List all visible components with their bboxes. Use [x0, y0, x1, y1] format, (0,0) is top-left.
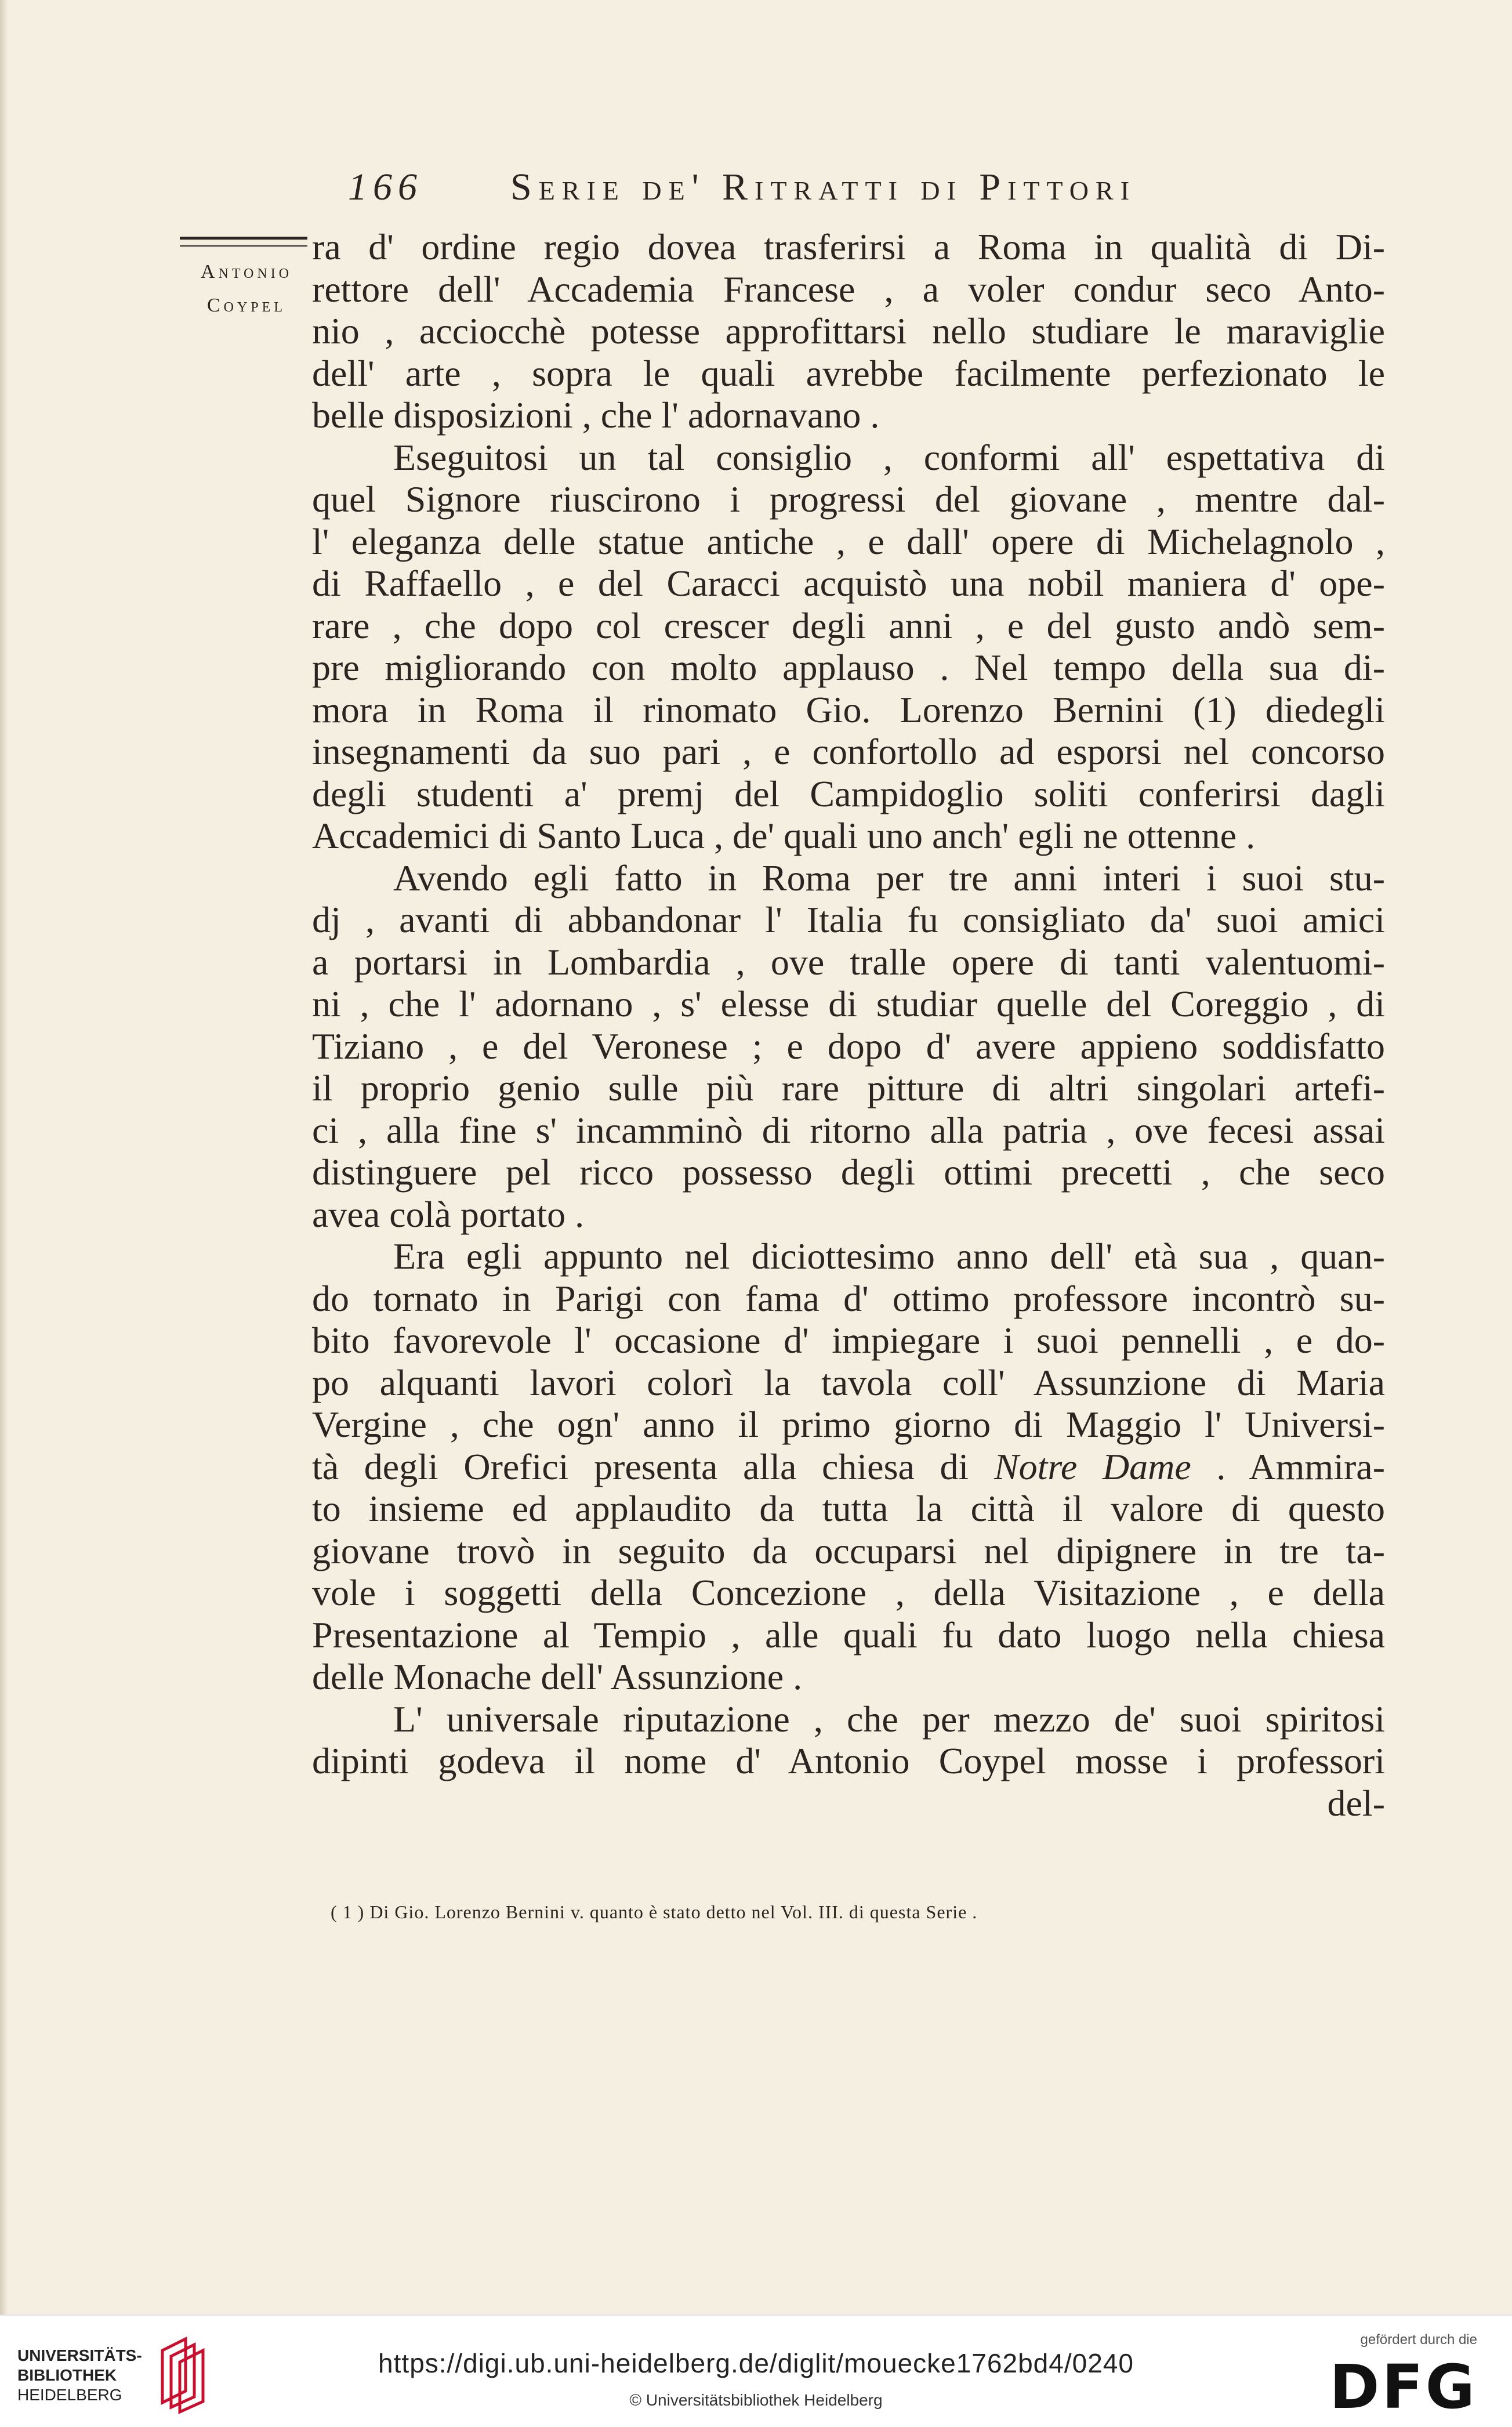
text-line: rare , che dopo col crescer degli anni , e del gusto andò sem-: [312, 604, 1385, 646]
text-line: dipinti godeva il nome d' Antonio Coypel mosse i professori: [312, 1740, 1385, 1781]
text-line: belle disposizioni , che l' adornavano .: [312, 394, 880, 436]
text-line: bito favorevole l' occasione d' impiegare i suoi pennelli , e do-: [312, 1320, 1385, 1361]
text-line: dj , avanti di abbandonar l' Italia fu consigliato da' suoi amici: [312, 899, 1385, 940]
text-line: Avendo egli fatto in Roma per tre anni interi i suoi stu-: [393, 857, 1385, 899]
permalink-url[interactable]: https://digi.ub.uni-heidelberg.de/diglit/mouecke1762bd4/0240: [378, 2348, 1134, 2378]
drop-cap-rule: [180, 237, 307, 247]
text-line: mora in Roma il rinomato Gio. Lorenzo Bernini (1) diedegli: [312, 689, 1385, 730]
text-line: Era egli appunto nel diciottesimo anno dell' età sua , quan-: [393, 1236, 1385, 1277]
text-line: Accademici di Santo Luca , de' quali uno anch' egli ne ottenne .: [312, 815, 1256, 856]
text-line: di Raffaello , e del Caracci acquistò una nobil maniera d' ope-: [312, 563, 1385, 604]
text-line: ra d' ordine regio dovea trasferirsi a Roma in qualità di Di-: [312, 226, 1385, 267]
text-line: nio , acciocchè potesse approfittarsi nello studiare le maraviglie: [312, 310, 1385, 352]
library-name-line: HEIDELBERG: [17, 2386, 122, 2404]
footnote: ( 1 ) Di Gio. Lorenzo Bernini v. quanto è stato detto nel Vol. III. di questa Serie .: [331, 1901, 978, 1922]
margin-note: [180, 255, 313, 323]
viewer-footer: [0, 2314, 1512, 2427]
italic-place-name: Notre Dame: [994, 1446, 1191, 1487]
text-line: avea colà portato .: [312, 1193, 585, 1235]
margin-note-line: Coypel: [206, 295, 286, 316]
text-line: distinguere pel ricco possesso degli ottimi precetti , che seco: [312, 1151, 1385, 1193]
dfg-logo[interactable]: DFG: [1329, 2352, 1477, 2422]
text-line: ci , alla fine s' incamminò di ritorno alla patria , ove fecesi assai: [312, 1109, 1385, 1151]
library-name-line: UNIVERSITÄTS-: [17, 2346, 142, 2364]
text-line: il proprio genio sulle più rare pitture di altri singolari artefi-: [312, 1067, 1385, 1109]
text-line: Vergine , che ogn' anno il primo giorno di Maggio l' Universi-: [312, 1404, 1385, 1445]
text-line: dell' arte , sopra le quali avrebbe facilmente perfezionato le: [312, 352, 1385, 394]
text-fragment: tà degli Orefici presenta alla chiesa di: [312, 1446, 994, 1487]
copyright-text: © Universitätsbibliothek Heidelberg: [629, 2391, 883, 2409]
text-line: L' universale riputazione , che per mezzo de' suoi spiritosi: [393, 1698, 1385, 1740]
text-line: pre migliorando con molto applauso . Nel tempo della sua di-: [312, 647, 1385, 688]
catchword: del-: [1327, 1782, 1385, 1824]
library-name-line: BIBLIOTHEK: [17, 2366, 117, 2384]
text-line: [312, 1446, 1385, 1488]
text-fragment: . Ammira-: [1191, 1446, 1386, 1487]
text-line: do tornato in Parigi con fama d' ottimo professore incontrò su-: [312, 1277, 1385, 1319]
body-text: [312, 226, 1385, 1824]
text-line: Tiziano , e del Veronese ; e dopo d' avere appieno soddisfatto: [312, 1025, 1385, 1067]
page-number: 166: [348, 166, 423, 208]
text-line: ni , che l' adornano , s' elesse di studiar quelle del Coreggio , di: [312, 983, 1385, 1024]
text-line: insegnamenti da suo pari , e confortollo ad esporsi nel concorso: [312, 731, 1385, 772]
margin-note-line: Antonio: [200, 261, 293, 282]
text-line: l' eleganza delle statue antiche , e dall' opere di Michelagnolo ,: [312, 520, 1385, 562]
dfg-caption: gefördert durch die: [1360, 2332, 1477, 2348]
page-header: [313, 165, 1392, 218]
text-line: Eseguitosi un tal consiglio , conformi all' espettativa di: [393, 436, 1385, 478]
text-line: a portarsi in Lombardia , ove tralle opere di tanti valentuomi-: [312, 941, 1385, 983]
running-title: Serie de' Ritratti di Pittori: [510, 166, 1137, 208]
text-line: vole i soggetti della Concezione , della Visitazione , e della: [312, 1572, 1385, 1613]
text-line: rettore dell' Accademia Francese , a voler condur seco Anto-: [312, 268, 1385, 310]
text-line: Presentazione al Tempio , alle quali fu dato luogo nella chiesa: [312, 1614, 1385, 1656]
text-line: delle Monache dell' Assunzione .: [312, 1656, 803, 1697]
book-spine-shadow: [0, 0, 8, 2314]
text-line: degli studenti a' premj del Campidoglio soliti conferirsi dagli: [312, 773, 1385, 814]
text-line: giovane trovò in seguito da occuparsi nel dipignere in tre ta-: [312, 1530, 1385, 1571]
text-line: quel Signore riuscirono i progressi del giovane , mentre dal-: [312, 479, 1385, 520]
text-line: to insieme ed applaudito da tutta la città il valore di questo: [312, 1488, 1385, 1529]
text-line: po alquanti lavori colorì la tavola coll' Assunzione di Maria: [312, 1361, 1385, 1403]
